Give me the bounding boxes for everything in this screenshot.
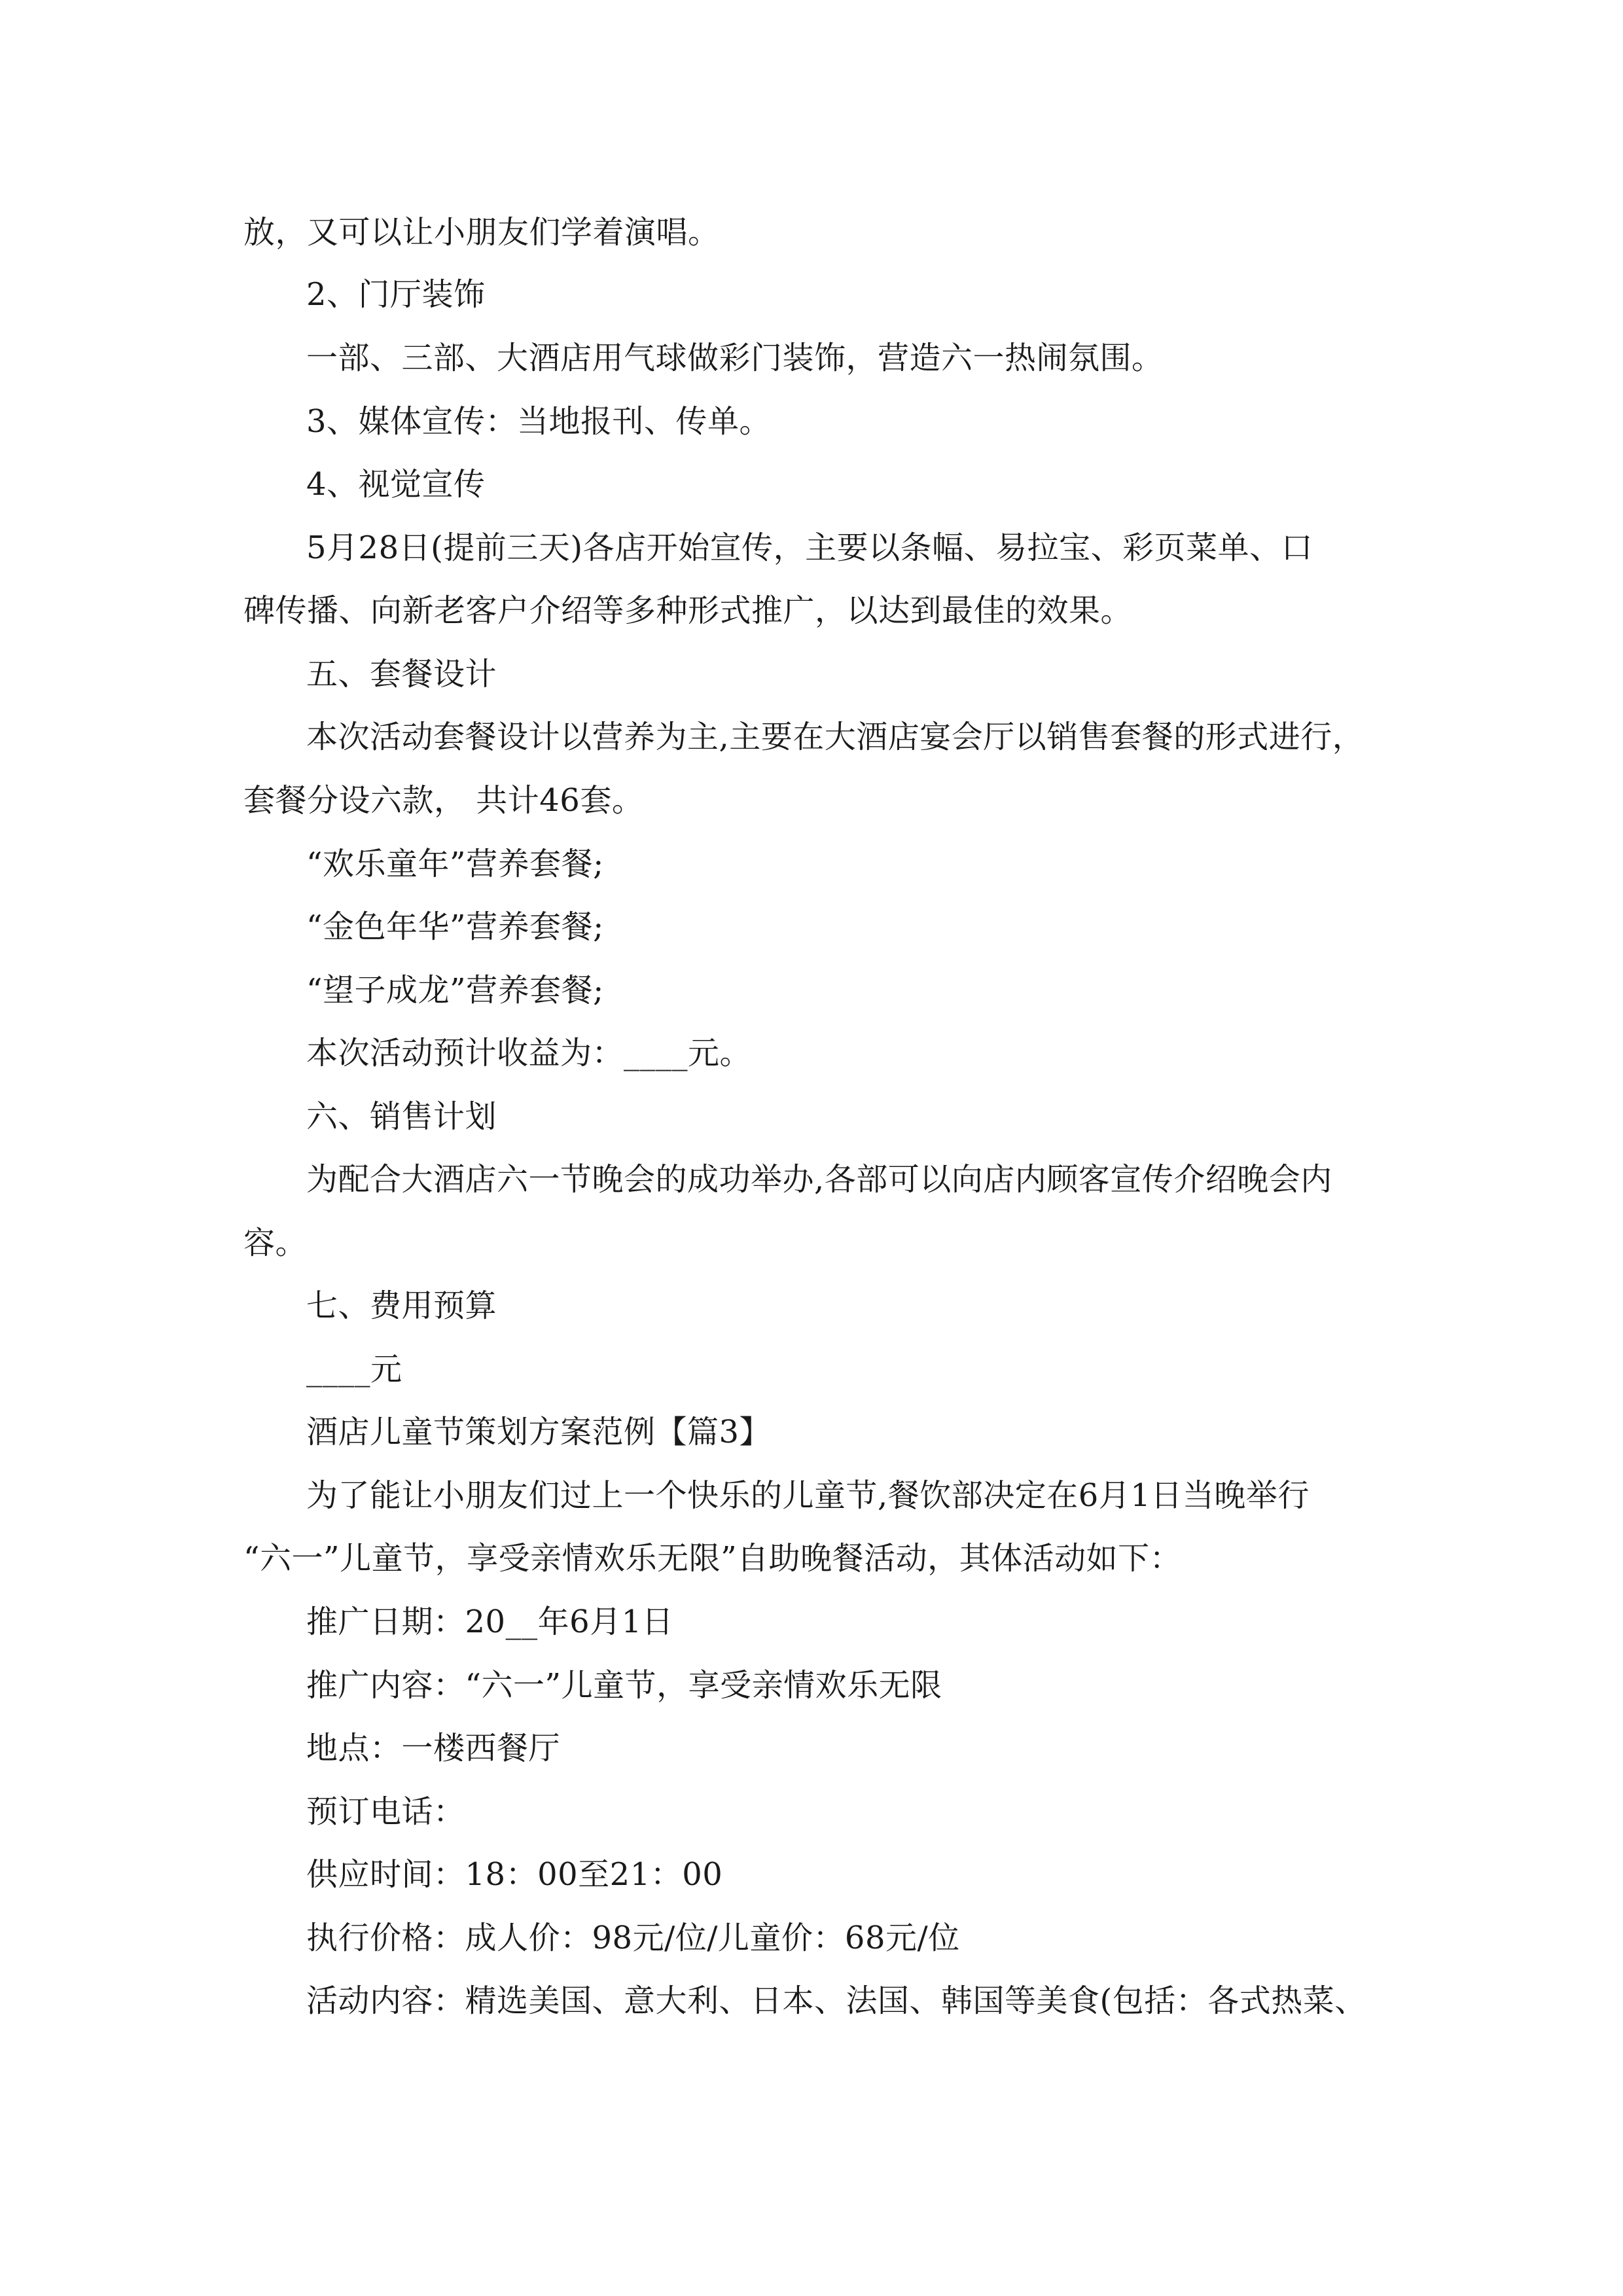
paragraph-visual-promotion-line1: 5月28日(提前三天)各店开始宣传，主要以条幅、易拉宝、彩页菜单、口 (306, 529, 1313, 566)
paragraph-package-design-line2: 套餐分设六款， 共计46套。 (243, 782, 644, 819)
info-activity-content: 活动内容：精选美国、意大利、日本、法国、韩国等美食(包括：各式热菜、 (306, 1982, 1366, 2019)
section-title-part3: 酒店儿童节策划方案范例【篇3】 (306, 1414, 772, 1450)
package-item: “金色年华”营养套餐; (306, 908, 604, 945)
heading-budget: 七、费用预算 (306, 1287, 497, 1324)
package-item: “欢乐童年”营养套餐; (306, 846, 604, 882)
paragraph-sales-plan-line1: 为配合大酒店六一节晚会的成功举办,各部可以向店内顾客宣传介绍晚会内 (306, 1161, 1332, 1198)
paragraph-intro-line1: 为了能让小朋友们过上一个快乐的儿童节,餐饮部决定在6月1日当晚举行 (306, 1477, 1310, 1514)
heading-package-design: 五、套餐设计 (306, 656, 497, 692)
info-booking-phone: 预订电话： (306, 1793, 465, 1830)
paragraph-sales-plan-line2: 容。 (243, 1225, 308, 1261)
subheading-lobby-decoration: 2、门厅装饰 (306, 276, 486, 313)
info-promotion-content: 推广内容：“六一”儿童节，享受亲情欢乐无限 (306, 1667, 942, 1704)
paragraph-budget: ____元 (306, 1351, 402, 1388)
info-location: 地点：一楼西餐厅 (306, 1730, 561, 1767)
heading-sales-plan: 六、销售计划 (306, 1098, 497, 1135)
paragraph-lobby-decoration: 一部、三部、大酒店用气球做彩门装饰，营造六一热闹氛围。 (306, 340, 1164, 376)
package-item: “望子成龙”营养套餐; (306, 972, 604, 1009)
info-price: 执行价格：成人价：98元/位/儿童价：68元/位 (306, 1920, 960, 1956)
paragraph-intro-line2: “六一”儿童节，享受亲情欢乐无限”自助晚餐活动，其体活动如下： (243, 1540, 1182, 1577)
paragraph-continuation: 放，又可以让小朋友们学着演唱。 (243, 214, 720, 251)
paragraph-package-design-line1: 本次活动套餐设计以营养为主,主要在大酒店宴会厅以销售套餐的形式进行， (306, 719, 1364, 755)
info-promotion-date: 推广日期：20__年6月1日 (306, 1604, 674, 1640)
subheading-media-promotion: 3、媒体宣传：当地报刊、传单。 (306, 403, 772, 440)
paragraph-visual-promotion-line2: 碑传播、向新老客户介绍等多种形式推广，以达到最佳的效果。 (243, 592, 1133, 629)
paragraph-expected-revenue: 本次活动预计收益为：____元。 (306, 1035, 752, 1071)
subheading-visual-promotion: 4、视觉宣传 (306, 466, 486, 503)
info-service-time: 供应时间：18：00至21：00 (306, 1856, 723, 1893)
